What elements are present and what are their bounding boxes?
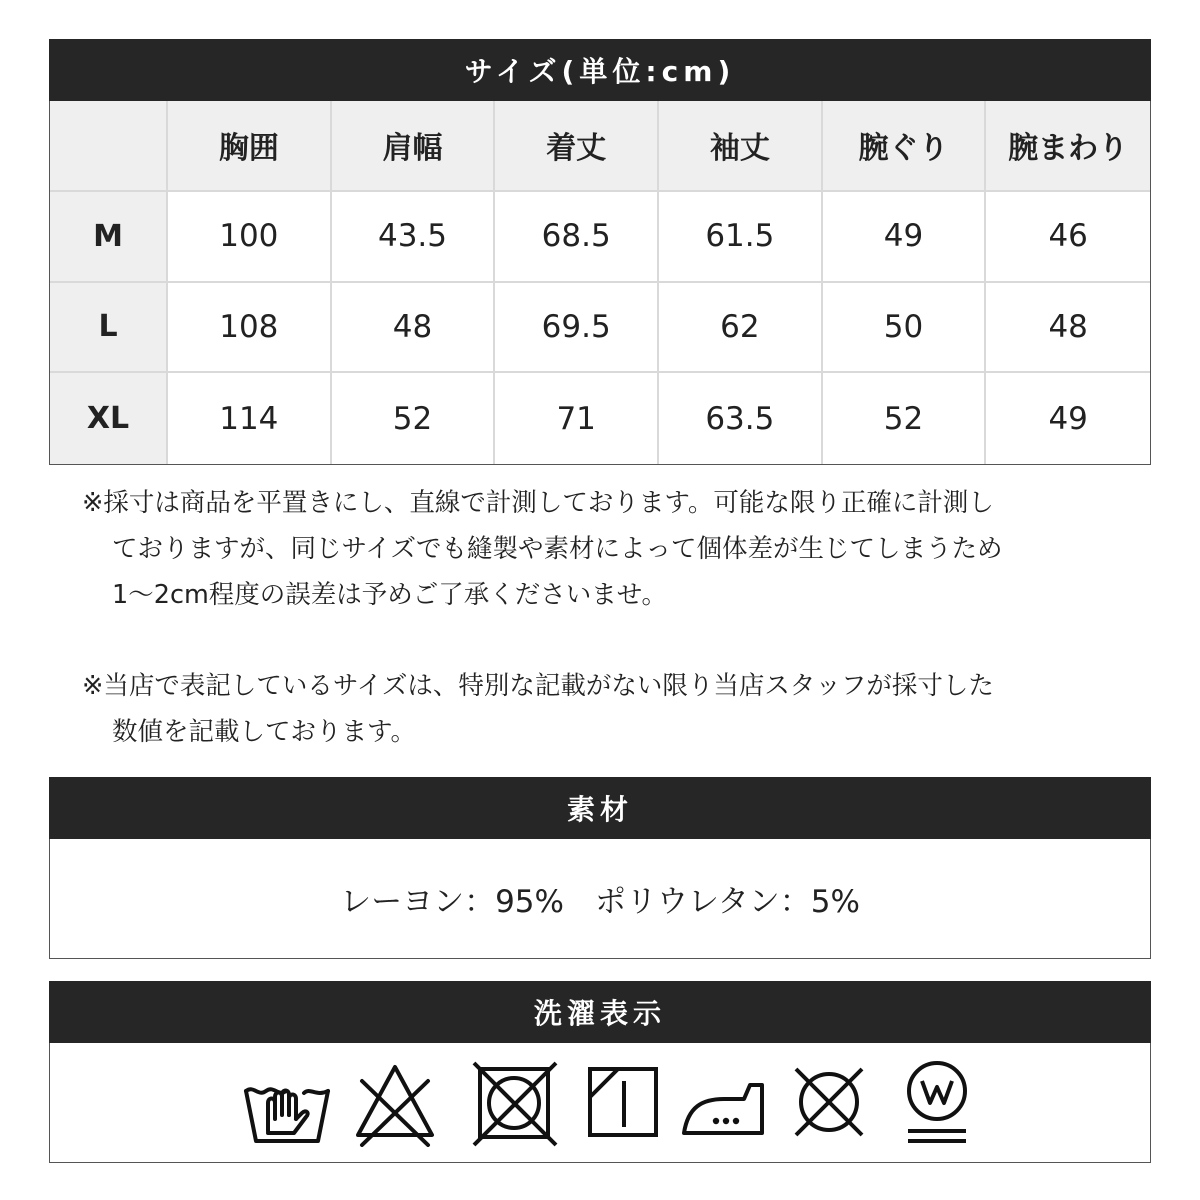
size-section-title: サイズ(単位:cm) xyxy=(49,39,1151,101)
size-table xyxy=(49,101,1151,465)
size-note xyxy=(82,663,1122,755)
table-cell: 63.5 xyxy=(659,373,823,464)
table-cell: 48 xyxy=(332,283,496,374)
no-dry-clean-icon xyxy=(784,1057,874,1147)
no-tumble-dry-icon xyxy=(470,1057,560,1147)
note-line: ※当店で表記しているサイズは、特別な記載がない限り当店スタッフが採寸した xyxy=(82,671,994,701)
table-cell: 114 xyxy=(168,373,332,464)
wash-symbols-box xyxy=(49,1043,1151,1163)
column-header: 袖丈 xyxy=(659,101,823,192)
wet-clean-gentle-icon xyxy=(892,1055,982,1155)
table-cell: 68.5 xyxy=(495,192,659,283)
note-line: ※採寸は商品を平置きにし、直線で計測しております。可能な限り正確に計測し xyxy=(82,488,994,518)
table-cell: 62 xyxy=(659,283,823,374)
row-header-size: XL xyxy=(50,373,168,464)
table-cell: 49 xyxy=(823,192,987,283)
table-cell: 61.5 xyxy=(659,192,823,283)
table-corner-cell xyxy=(50,101,168,192)
table-cell: 49 xyxy=(986,373,1150,464)
table-cell: 71 xyxy=(495,373,659,464)
table-cell: 69.5 xyxy=(495,283,659,374)
table-cell: 43.5 xyxy=(332,192,496,283)
table-cell: 52 xyxy=(332,373,496,464)
measurement-note xyxy=(82,480,1122,618)
column-header: 肩幅 xyxy=(332,101,496,192)
note-line: ておりますが、同じサイズでも縫製や素材によって個体差が生じてしまうため xyxy=(112,534,1003,564)
column-header: 胸囲 xyxy=(168,101,332,192)
table-cell: 46 xyxy=(986,192,1150,283)
note-line: 数値を記載しております。 xyxy=(112,717,416,747)
material-text: レーヨン：95% ポリウレタン：5% xyxy=(340,884,860,920)
material-box xyxy=(49,839,1151,959)
no-bleach-icon xyxy=(350,1057,440,1147)
material-section-title: 素材 xyxy=(49,777,1151,839)
row-header-size: L xyxy=(50,283,168,374)
column-header: 腕まわり xyxy=(986,101,1150,192)
table-cell: 100 xyxy=(168,192,332,283)
table-cell: 48 xyxy=(986,283,1150,374)
note-line: 1〜2cm程度の誤差は予めご了承くださいませ。 xyxy=(112,580,668,610)
column-header: 着丈 xyxy=(495,101,659,192)
line-dry-shade-icon xyxy=(578,1057,668,1147)
iron-low-icon xyxy=(678,1057,768,1147)
table-cell: 108 xyxy=(168,283,332,374)
table-cell: 50 xyxy=(823,283,987,374)
table-cell: 52 xyxy=(823,373,987,464)
row-header-size: M xyxy=(50,192,168,283)
hand-wash-icon xyxy=(242,1057,332,1147)
column-header: 腕ぐり xyxy=(823,101,987,192)
wash-section-title: 洗濯表示 xyxy=(49,981,1151,1043)
